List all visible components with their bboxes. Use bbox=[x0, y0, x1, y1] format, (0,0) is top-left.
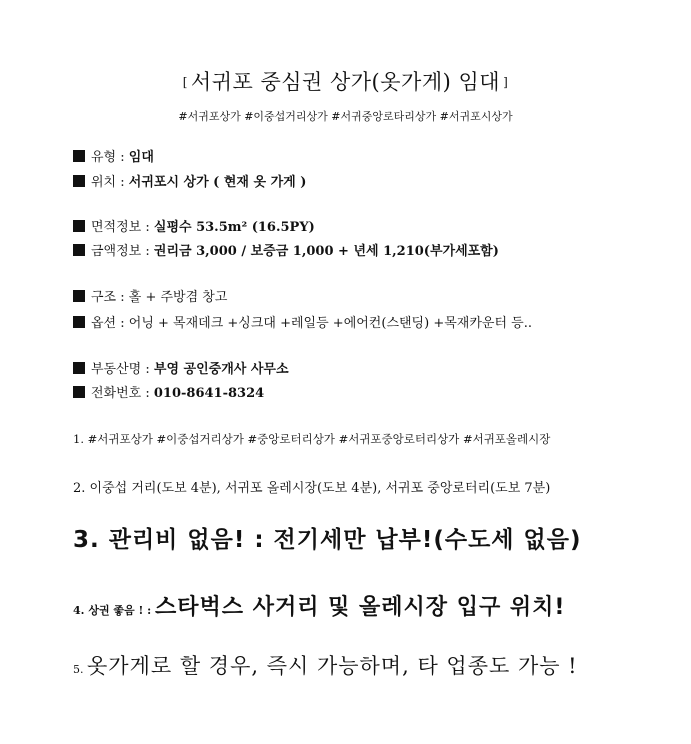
info-location bbox=[73, 175, 306, 191]
point-1-hashtags: 1. #서귀포상가 #이중섭거리상가 #중앙로터리상가 #서귀포중앙로터리상가 #서귀포올레시장 bbox=[73, 432, 551, 446]
info-type bbox=[73, 150, 154, 166]
info-area bbox=[73, 220, 315, 236]
square-bullet-icon bbox=[73, 244, 85, 256]
title-text: 서귀포 중심권 상가(옷가게) 임대 bbox=[190, 70, 501, 94]
point-4-prefix: 4. 상권 좋음 ! : bbox=[73, 604, 156, 617]
info-phone-key: 전화번호 : bbox=[91, 386, 154, 401]
info-area-key: 면적정보 : bbox=[91, 220, 154, 235]
info-agency-value: 부영 공인중개사 사무소 bbox=[153, 362, 289, 377]
info-type-value: 임대 bbox=[128, 150, 154, 165]
info-structure-key: 구조 : bbox=[91, 290, 129, 305]
point-5-prefix: 5. bbox=[73, 663, 87, 676]
point-4-main: 스타벅스 사거리 및 올레시장 입구 위치! bbox=[155, 595, 566, 620]
info-price-key: 금액정보 : bbox=[91, 244, 154, 259]
title-close-bracket: ] bbox=[503, 75, 509, 89]
hashtag-line: #서귀포상가 #이중섭거리상가 #서귀중앙로타리상가 #서귀포시상가 bbox=[178, 110, 513, 123]
square-bullet-icon bbox=[73, 316, 85, 328]
info-options-value: 어닝 + 목재데크 +싱크대 +레일등 +에어컨(스탠딩) +목재카운터 등.. bbox=[128, 316, 532, 331]
point-5-main: 옷가게로 할 경우, 즉시 가능하며, 타 업종도 가능 ! bbox=[87, 654, 578, 678]
info-structure bbox=[73, 290, 227, 306]
info-structure-value: 홀 + 주방겸 창고 bbox=[128, 290, 228, 305]
point-3-maintenance-fee: 3. 관리비 없음! : 전기세만 납부!(수도세 없음) bbox=[73, 527, 582, 553]
square-bullet-icon bbox=[73, 220, 85, 232]
listing-title bbox=[0, 66, 691, 96]
point-5-usage bbox=[73, 650, 578, 680]
info-type-key: 유형 : bbox=[91, 150, 129, 165]
info-location-key: 위치 : bbox=[91, 175, 129, 190]
square-bullet-icon bbox=[73, 386, 85, 398]
info-price bbox=[73, 244, 499, 260]
info-area-value: 실평수 53.5m² (16.5PY) bbox=[153, 220, 315, 235]
info-location-value: 서귀포시 상가 ( 현재 옷 가게 ) bbox=[128, 175, 307, 190]
square-bullet-icon bbox=[73, 290, 85, 302]
info-phone-value: 010-8641-8324 bbox=[153, 386, 265, 401]
title-open-bracket: [ bbox=[182, 75, 188, 89]
info-agency bbox=[73, 362, 289, 378]
info-agency-key: 부동산명 : bbox=[91, 362, 154, 377]
info-options-key: 옵션 : bbox=[91, 316, 129, 331]
point-2-walking-distance: 2. 이중섭 거리(도보 4분), 서귀포 올레시장(도보 4분), 서귀포 중앙로터리(도보 7분) bbox=[73, 481, 551, 496]
info-price-value: 권리금 3,000 / 보증금 1,000 + 년세 1,210(부가세포함) bbox=[153, 244, 499, 259]
square-bullet-icon bbox=[73, 362, 85, 374]
info-options bbox=[73, 316, 532, 332]
info-phone bbox=[73, 386, 264, 402]
square-bullet-icon bbox=[73, 150, 85, 162]
square-bullet-icon bbox=[73, 175, 85, 187]
point-4-commercial-area bbox=[73, 590, 565, 621]
